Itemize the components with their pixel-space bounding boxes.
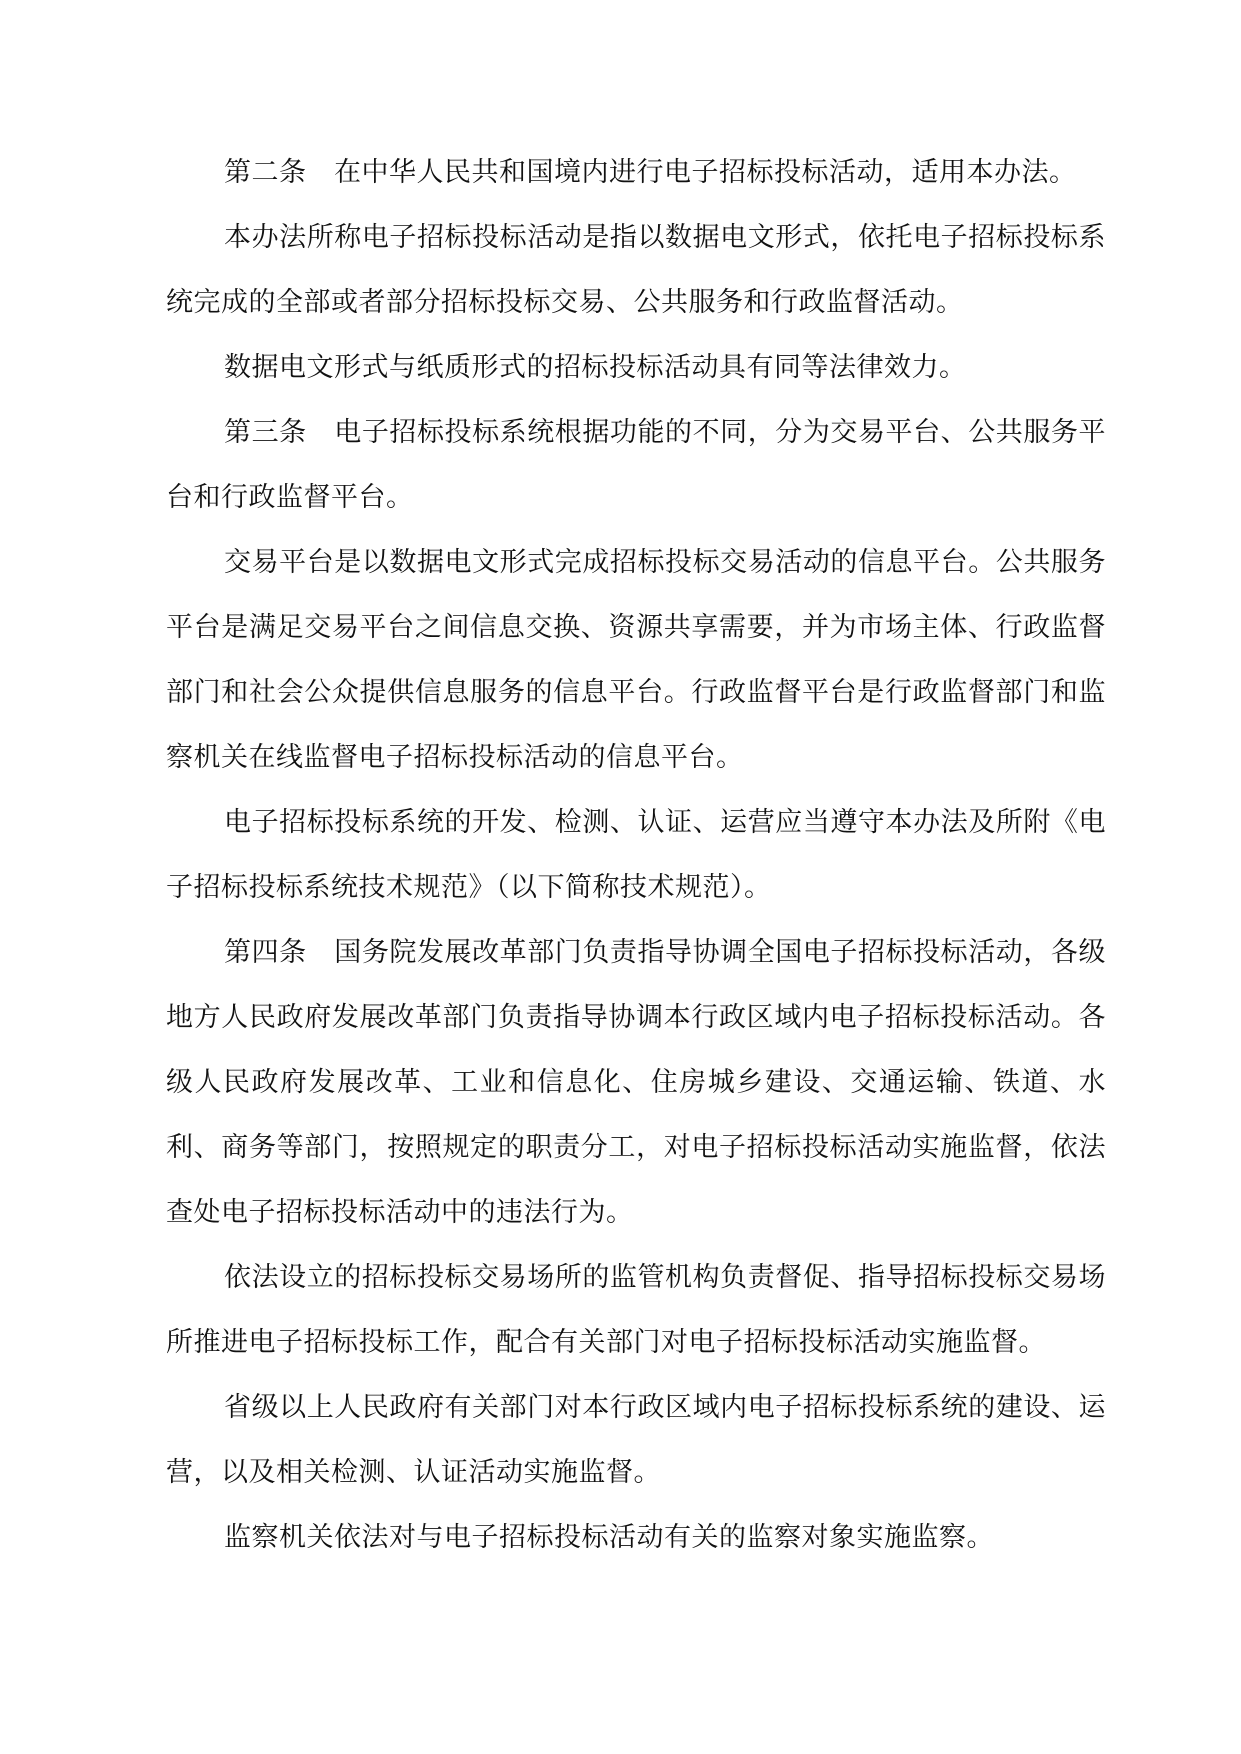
paragraph-provincial-supervision: 省级以上人民政府有关部门对本行政区域内电子招标投标系统的建设、运营，以及相关检测、认证活动实施监督。 [166, 1392, 1106, 1488]
paragraph-article-2: 第二条 在中华人民共和国境内进行电子招标投标活动，适用本办法。 [224, 157, 1077, 188]
paragraph-legal-effect: 数据电文形式与纸质形式的招标投标活动具有同等法律效力。 [224, 352, 967, 383]
paragraph-article-4: 第四条 国务院发展改革部门负责指导协调全国电子招标投标活动，各级地方人民政府发展改革部门负责指导协调本行政区域内电子招标投标活动。各级人民政府发展改革、工业和信息化、住房城乡建设、交通运输、铁道、水利、商务等部门，按照规定的职责分工，对电子招标投标活动实施监督，依法查处电子招标投标活动中的违法行为。 [166, 937, 1106, 1228]
paragraph-platform-definitions: 交易平台是以数据电文形式完成招标投标交易活动的信息平台。公共服务平台是满足交易平台之间信息交换、资源共享需要，并为市场主体、行政监督部门和社会公众提供信息服务的信息平台。行政监督平台是行政监督部门和监察机关在线监督电子招标投标活动的信息平台。 [166, 547, 1106, 773]
paragraph-definition: 本办法所称电子招标投标活动是指以数据电文形式，依托电子招标投标系统完成的全部或者部分招标投标交易、公共服务和行政监督活动。 [166, 222, 1106, 318]
paragraph-supervisory-organs: 监察机关依法对与电子招标投标活动有关的监察对象实施监察。 [224, 1522, 994, 1553]
paragraph-technical-spec: 电子招标投标系统的开发、检测、认证、运营应当遵守本办法及所附《电子招标投标系统技术规范》（以下简称技术规范）。 [166, 807, 1106, 903]
paragraph-article-3: 第三条 电子招标投标系统根据功能的不同，分为交易平台、公共服务平台和行政监督平台。 [166, 417, 1106, 513]
document-body [166, 140, 1106, 1570]
paragraph-trading-venue: 依法设立的招标投标交易场所的监管机构负责督促、指导招标投标交易场所推进电子招标投标工作，配合有关部门对电子招标投标活动实施监督。 [166, 1262, 1106, 1358]
